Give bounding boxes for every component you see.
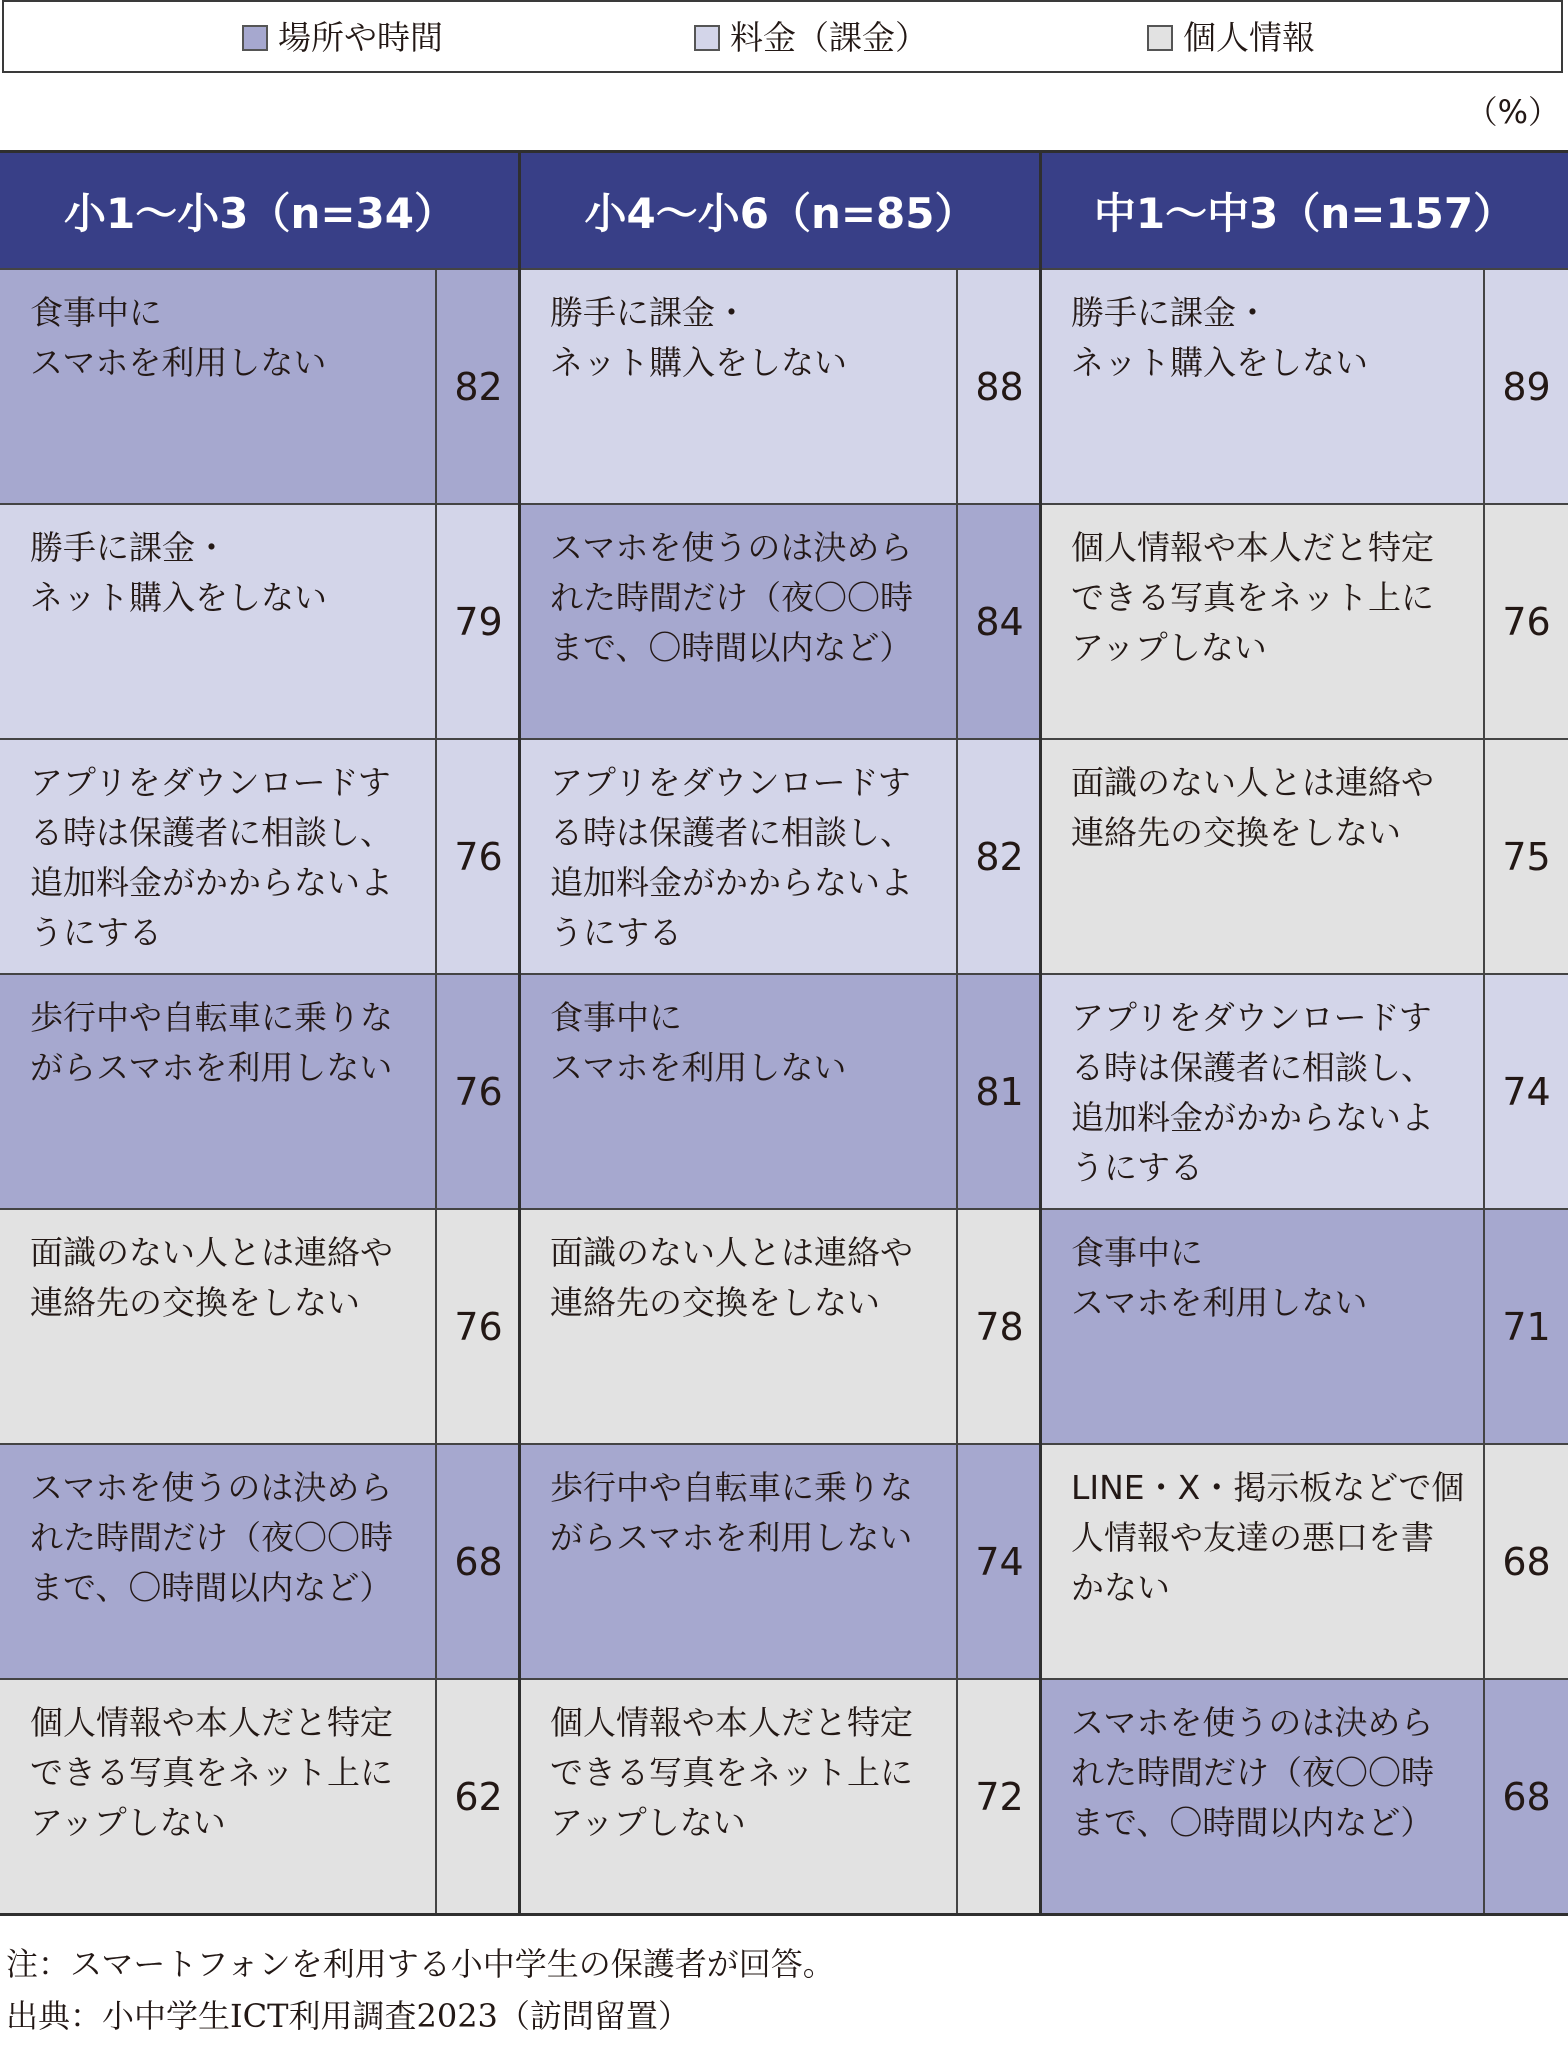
legend-item-fee xyxy=(694,20,928,56)
rule-text: 勝手に課金・ ネット購入をしない xyxy=(1041,270,1485,503)
ranking-row xyxy=(520,973,1041,1208)
rule-value: 62 xyxy=(454,1774,503,1819)
rule-text: 面識のない人とは連絡や 連絡先の交換をしない xyxy=(1041,740,1485,973)
legend-swatch-fee xyxy=(694,25,720,51)
legend-label-fee: 料金（課金） xyxy=(730,18,928,57)
ranking-row xyxy=(0,1208,520,1443)
rule-text: 食事中に スマホを利用しない xyxy=(0,270,437,503)
rule-value: 68 xyxy=(454,1539,503,1584)
rule-text: スマホを使うのは決めら れた時間だけ（夜〇〇時 まで、〇時間以内など） xyxy=(1041,1680,1485,1913)
ranking-row xyxy=(0,1678,520,1913)
column-divider xyxy=(518,153,521,1913)
rule-value: 76 xyxy=(454,1304,503,1349)
rule-text: 歩行中や自転車に乗りな がらスマホを利用しない xyxy=(0,975,437,1208)
ranking-row xyxy=(0,738,520,973)
rule-text: 勝手に課金・ ネット購入をしない xyxy=(520,270,958,503)
legend-label-place-time: 場所や時間 xyxy=(278,18,443,57)
rule-text: 歩行中や自転車に乗りな がらスマホを利用しない xyxy=(520,1445,958,1678)
rule-value: 82 xyxy=(975,834,1024,879)
column-header: 中1～中3（n=157） xyxy=(1041,153,1568,268)
rule-value: 89 xyxy=(1502,364,1551,409)
rule-text: 個人情報や本人だと特定 できる写真をネット上に アップしない xyxy=(0,1680,437,1913)
unit-label: （%） xyxy=(1465,93,1560,131)
legend-item-personal xyxy=(1147,20,1315,56)
rule-text: 個人情報や本人だと特定 できる写真をネット上に アップしない xyxy=(520,1680,958,1913)
ranking-row xyxy=(520,1443,1041,1678)
ranking-row xyxy=(1041,973,1568,1208)
rule-value: 81 xyxy=(975,1069,1024,1114)
ranking-table xyxy=(0,150,1568,1916)
ranking-row xyxy=(1041,1208,1568,1443)
age-group-column-2 xyxy=(520,153,1041,1913)
rule-value: 88 xyxy=(975,364,1024,409)
ranking-row xyxy=(1041,503,1568,738)
rule-value: 76 xyxy=(1502,599,1551,644)
rule-text: 個人情報や本人だと特定 できる写真をネット上に アップしない xyxy=(1041,505,1485,738)
legend-swatch-personal xyxy=(1147,25,1173,51)
age-group-column-3 xyxy=(1041,153,1568,1913)
column-header: 小4～小6（n=85） xyxy=(520,153,1041,268)
rule-text: スマホを使うのは決めら れた時間だけ（夜〇〇時 まで、〇時間以内など） xyxy=(520,505,958,738)
rule-value: 71 xyxy=(1502,1304,1551,1349)
rule-value: 84 xyxy=(975,599,1024,644)
ranking-row xyxy=(0,268,520,503)
ranking-row xyxy=(520,1678,1041,1913)
legend-label-personal: 個人情報 xyxy=(1183,18,1315,57)
ranking-row xyxy=(0,503,520,738)
rule-text: スマホを使うのは決めら れた時間だけ（夜〇〇時 まで、〇時間以内など） xyxy=(0,1445,437,1678)
ranking-row xyxy=(1041,1678,1568,1913)
ranking-row xyxy=(520,268,1041,503)
rule-text: 食事中に スマホを利用しない xyxy=(1041,1210,1485,1443)
rule-text: アプリをダウンロードす る時は保護者に相談し、 追加料金がかからないよ うにする xyxy=(0,740,437,973)
note-text: 注：スマートフォンを利用する小中学生の保護者が回答。 xyxy=(6,1945,835,1983)
rule-value: 75 xyxy=(1502,834,1551,879)
rule-value: 82 xyxy=(454,364,503,409)
rule-value: 72 xyxy=(975,1774,1024,1819)
rule-text: 面識のない人とは連絡や 連絡先の交換をしない xyxy=(0,1210,437,1443)
rule-value: 74 xyxy=(975,1539,1024,1584)
ranking-row xyxy=(1041,1443,1568,1678)
ranking-row xyxy=(1041,268,1568,503)
rule-text: アプリをダウンロードす る時は保護者に相談し、 追加料金がかからないよ うにする xyxy=(1041,975,1485,1208)
rule-value: 74 xyxy=(1502,1069,1551,1114)
rule-text: 勝手に課金・ ネット購入をしない xyxy=(0,505,437,738)
legend-swatch-place-time xyxy=(242,25,268,51)
rule-value: 68 xyxy=(1502,1539,1551,1584)
source-text: 出典：小中学生ICT利用調査2023（訪問留置） xyxy=(6,1997,690,2035)
notes xyxy=(6,1938,835,2042)
ranking-row xyxy=(520,503,1041,738)
rule-value: 79 xyxy=(454,599,503,644)
ranking-row xyxy=(0,973,520,1208)
column-header: 小1～小3（n=34） xyxy=(0,153,520,268)
age-group-column-1 xyxy=(0,153,520,1913)
ranking-row xyxy=(520,738,1041,973)
rule-text: 面識のない人とは連絡や 連絡先の交換をしない xyxy=(520,1210,958,1443)
rule-value: 76 xyxy=(454,834,503,879)
rule-value: 76 xyxy=(454,1069,503,1114)
rule-text: アプリをダウンロードす る時は保護者に相談し、 追加料金がかからないよ うにする xyxy=(520,740,958,973)
ranking-row xyxy=(0,1443,520,1678)
rule-value: 78 xyxy=(975,1304,1024,1349)
rule-text: LINE・X・掲示板などで個 人情報や友達の悪口を書 かない xyxy=(1041,1445,1485,1678)
column-divider xyxy=(1039,153,1042,1913)
rule-value: 68 xyxy=(1502,1774,1551,1819)
legend xyxy=(2,0,1563,73)
ranking-row xyxy=(1041,738,1568,973)
rule-text: 食事中に スマホを利用しない xyxy=(520,975,958,1208)
legend-item-place-time xyxy=(242,20,443,56)
ranking-row xyxy=(520,1208,1041,1443)
